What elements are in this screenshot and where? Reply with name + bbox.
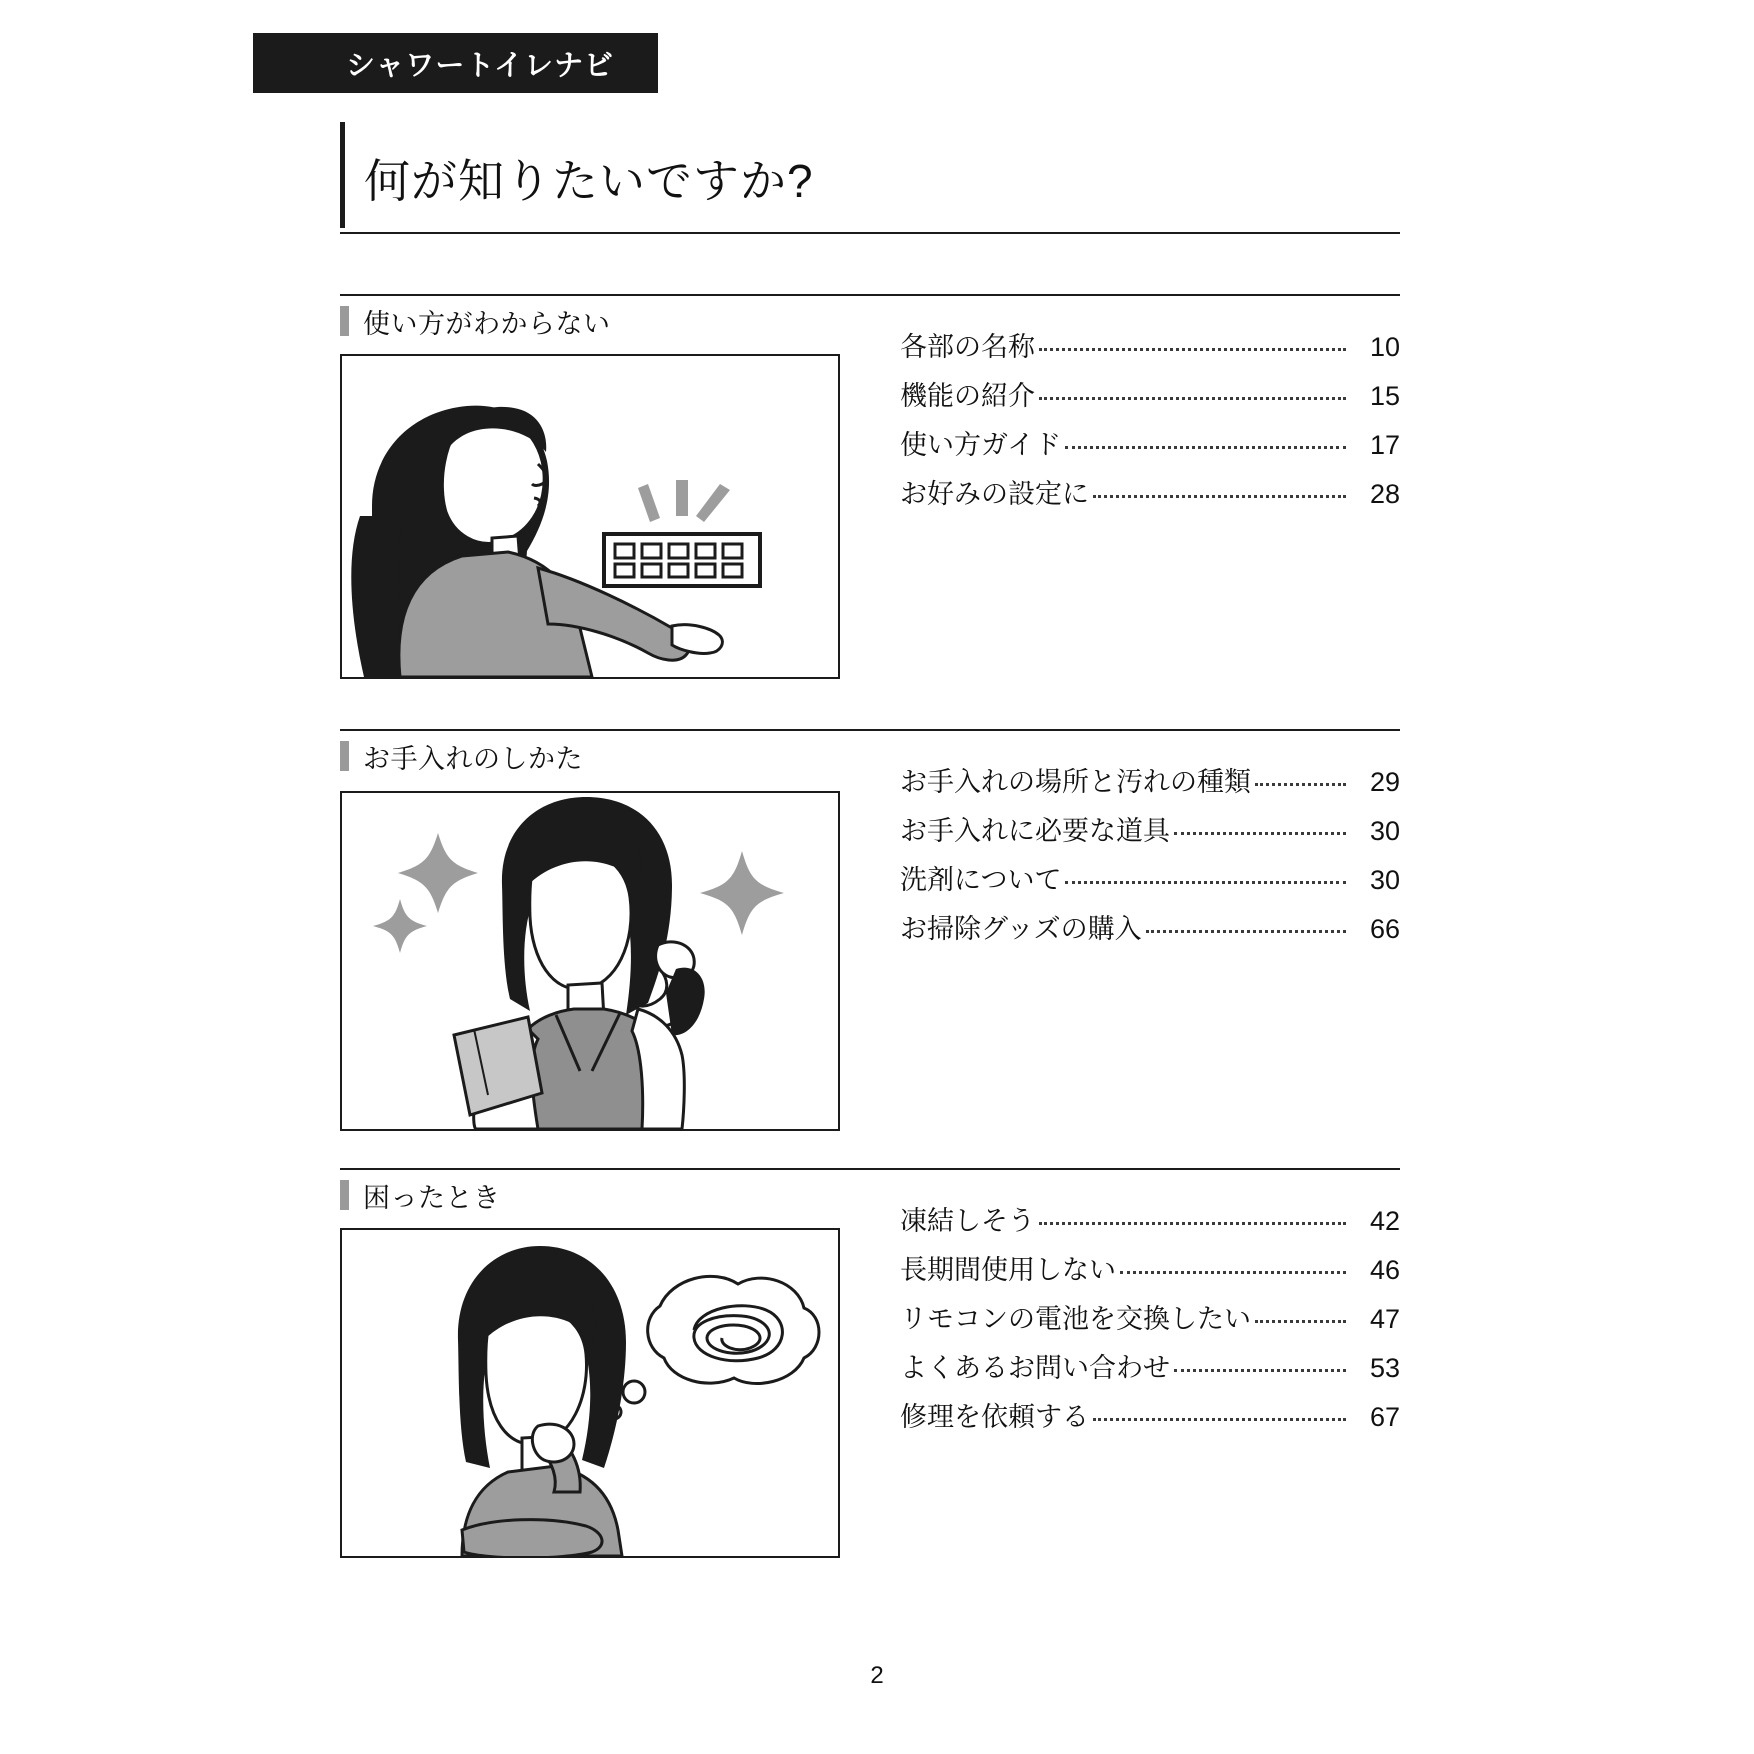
figure-artwork xyxy=(342,793,838,1129)
toc-list-troubleshooting xyxy=(900,1208,1400,1453)
toc-row[interactable] xyxy=(900,916,1400,943)
toc-label: お好みの設定に xyxy=(900,479,1089,509)
nav-tag-shower-toilet-navi xyxy=(253,33,658,93)
toc-label: 長期間使用しない xyxy=(900,1255,1116,1285)
toc-page-number: 46 xyxy=(1369,1255,1400,1285)
toc-row[interactable] xyxy=(900,481,1400,508)
toc-page-number: 30 xyxy=(1369,865,1400,895)
title-accent-bar xyxy=(340,122,345,228)
toc-label: お手入れに必要な道具 xyxy=(900,816,1170,846)
section-heading-usage xyxy=(340,302,611,340)
toc-leader xyxy=(1093,1404,1346,1421)
nav-tag-label: シャワートイレナビ xyxy=(346,49,614,82)
toc-list-usage xyxy=(900,334,1400,530)
toc-page-number: 30 xyxy=(1369,816,1400,846)
toc-label: 各部の名称 xyxy=(900,332,1035,362)
toc-page-number: 53 xyxy=(1369,1353,1400,1383)
toc-label: 機能の紹介 xyxy=(900,381,1035,411)
toc-leader xyxy=(1039,383,1346,400)
toc-list-maintenance xyxy=(900,769,1400,965)
toc-row[interactable] xyxy=(900,818,1400,845)
toc-row[interactable] xyxy=(900,769,1400,796)
toc-label: 使い方ガイド xyxy=(900,430,1062,460)
toc-label: 修理を依頼する xyxy=(900,1402,1089,1432)
toc-page-number: 17 xyxy=(1369,430,1400,460)
toc-row[interactable] xyxy=(900,334,1400,361)
toc-row[interactable] xyxy=(900,432,1400,459)
toc-label: よくあるお問い合わせ xyxy=(900,1353,1170,1383)
toc-leader xyxy=(1065,432,1346,449)
section-heading-troubleshooting xyxy=(340,1176,501,1214)
page-title-block xyxy=(340,122,1400,242)
toc-label: 凍結しそう xyxy=(900,1206,1035,1236)
toc-leader xyxy=(1065,867,1346,884)
page-title: 何が知りたいですか? xyxy=(364,155,814,207)
toc-row[interactable] xyxy=(900,867,1400,894)
toc-row[interactable] xyxy=(900,1208,1400,1235)
toc-page-number: 28 xyxy=(1369,479,1400,509)
section-heading-maintenance xyxy=(340,737,583,775)
toc-row[interactable] xyxy=(900,383,1400,410)
section-title: お手入れのしかた xyxy=(363,743,583,774)
toc-label: お手入れの場所と汚れの種類 xyxy=(900,767,1251,797)
section-accent-mark xyxy=(340,306,349,336)
toc-row[interactable] xyxy=(900,1355,1400,1382)
toc-page-number: 10 xyxy=(1369,332,1400,362)
illustration-person-cleaning xyxy=(340,791,840,1131)
toc-label: リモコンの電池を交換したい xyxy=(900,1304,1251,1334)
section-divider xyxy=(340,729,1400,731)
toc-leader xyxy=(1146,916,1346,933)
figure-artwork xyxy=(342,1230,838,1556)
toc-leader xyxy=(1174,1355,1346,1372)
section-accent-mark xyxy=(340,1180,349,1210)
toc-leader xyxy=(1039,334,1346,351)
toc-leader xyxy=(1255,1306,1346,1323)
illustration-person-thinking xyxy=(340,1228,840,1558)
toc-page-number: 29 xyxy=(1369,767,1400,797)
figure-artwork xyxy=(342,356,838,677)
section-divider xyxy=(340,294,1400,296)
toc-page-number: 47 xyxy=(1369,1304,1400,1334)
section-divider xyxy=(340,1168,1400,1170)
section-accent-mark xyxy=(340,741,349,771)
toc-label: 洗剤について xyxy=(900,865,1062,895)
toc-page-number: 66 xyxy=(1369,914,1400,944)
toc-row[interactable] xyxy=(900,1306,1400,1333)
section-title: 使い方がわからない xyxy=(363,308,611,339)
section-title: 困ったとき xyxy=(363,1182,501,1213)
toc-leader xyxy=(1255,769,1346,786)
page-number: 2 xyxy=(870,1662,884,1689)
toc-leader xyxy=(1174,818,1346,835)
toc-row[interactable] xyxy=(900,1404,1400,1431)
toc-page-number: 42 xyxy=(1369,1206,1400,1236)
toc-leader xyxy=(1093,481,1346,498)
toc-leader xyxy=(1120,1257,1346,1274)
toc-row[interactable] xyxy=(900,1257,1400,1284)
toc-page-number: 15 xyxy=(1369,381,1400,411)
illustration-person-pressing-remote xyxy=(340,354,840,679)
toc-label: お掃除グッズの購入 xyxy=(900,914,1142,944)
title-divider xyxy=(340,232,1400,234)
toc-leader xyxy=(1039,1208,1346,1225)
toc-page-number: 67 xyxy=(1369,1402,1400,1432)
